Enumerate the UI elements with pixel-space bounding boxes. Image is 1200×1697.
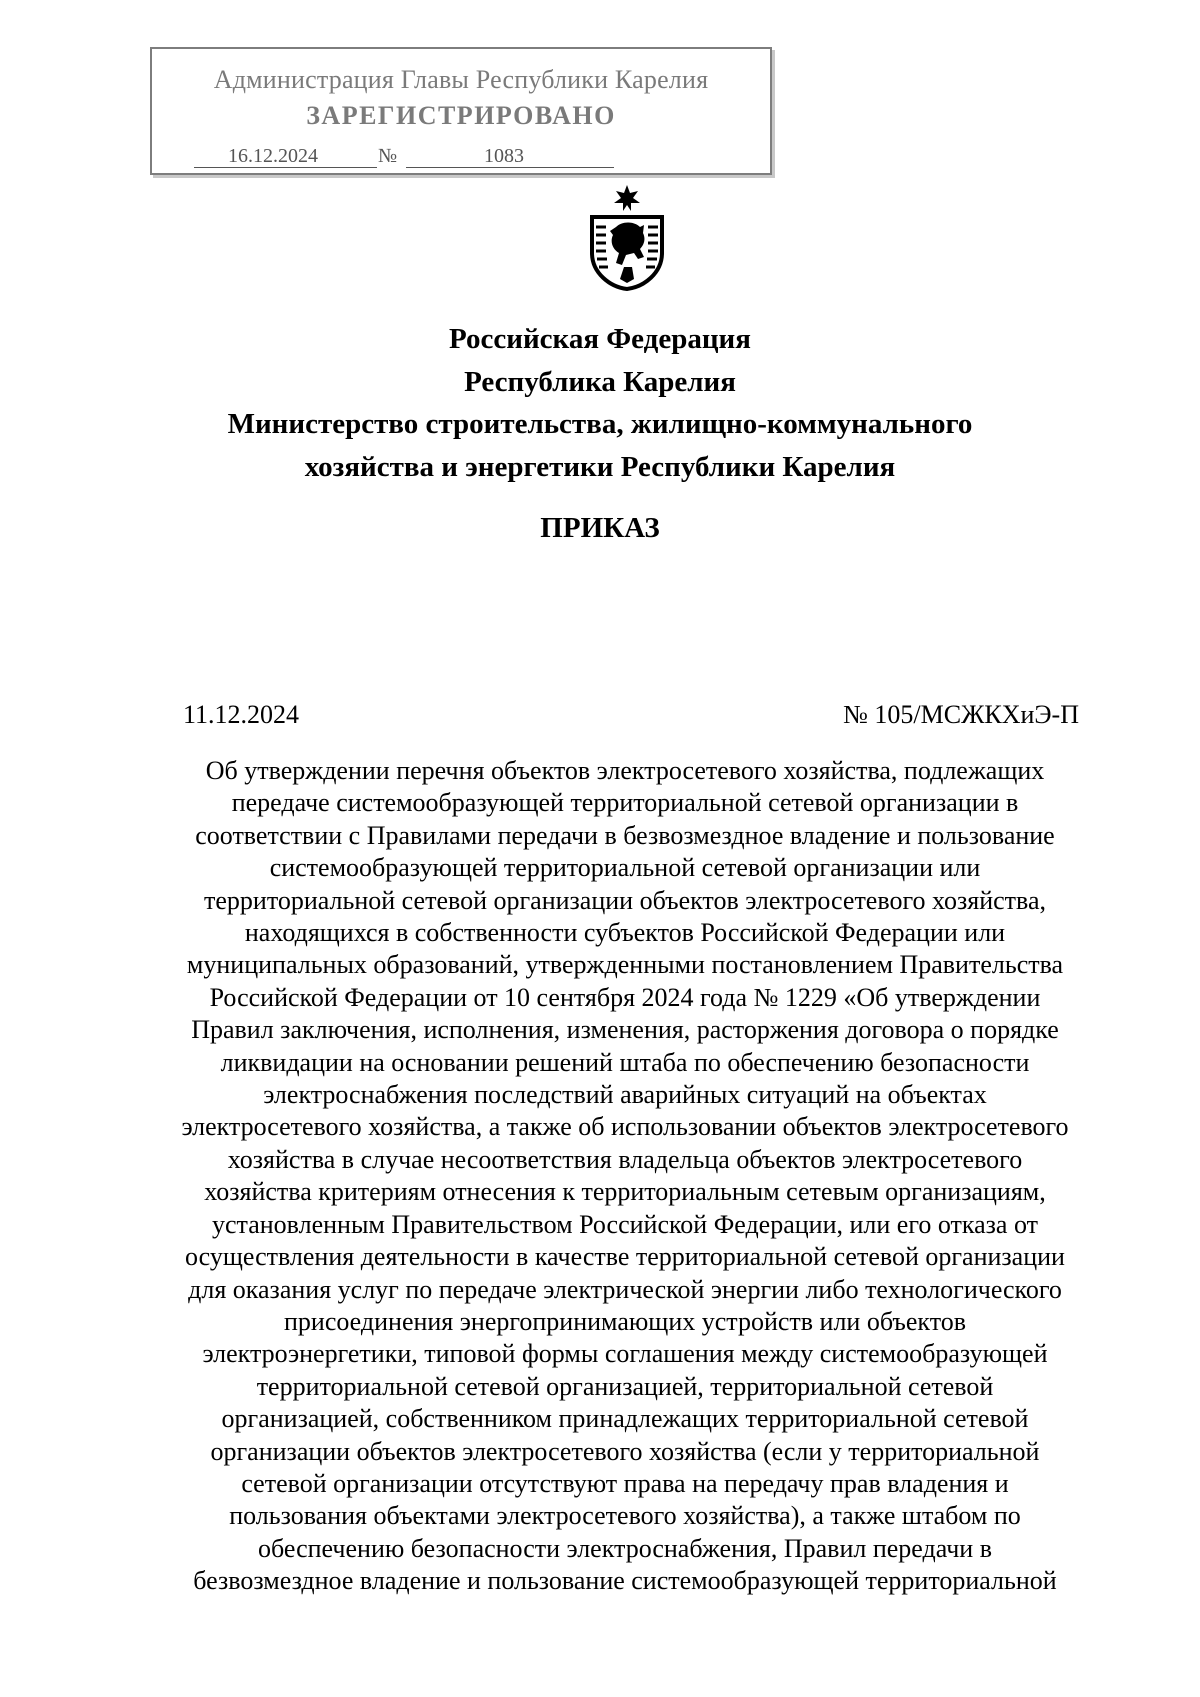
stamp-number-underline	[406, 167, 614, 168]
subject-line: находящихся в собственности субъектов Российской Федерации или	[244, 918, 1006, 948]
stamp-reg-date: 16.12.2024	[228, 145, 318, 167]
subject-line: муниципальных образований, утвержденными постановлением Правительства	[186, 950, 1064, 980]
order-number: № 105/МСЖКХиЭ-П	[843, 700, 1079, 729]
stamp-status: ЗАРЕГИСТРИРОВАНО	[306, 101, 616, 130]
subject-line: установленным Правительством Российской Федерации, или его отказа от	[212, 1209, 1038, 1239]
header-line-ministry-2: хозяйства и энергетики Республики Карелия	[304, 450, 896, 483]
subject-line: хозяйства критериям отнесения к территориальным сетевым организациям,	[204, 1177, 1046, 1207]
header-line-republic: Республика Карелия	[464, 365, 736, 398]
subject-line: пользования объектами электросетевого хозяйства), а также штабом по	[229, 1501, 1021, 1531]
subject-line: электроснабжения последствий аварийных ситуаций на объектах	[263, 1080, 987, 1110]
subject-line: передаче системообразующей территориальной сетевой организации в	[231, 788, 1019, 818]
stamp-registration-row	[194, 145, 614, 171]
stamp-authority: Администрация Главы Республики Карелия	[213, 65, 709, 94]
order-date: 11.12.2024	[183, 700, 300, 729]
subject-line: сетевой организации отсутствуют права на передачу прав владения и	[241, 1468, 1009, 1498]
subject-line: для оказания услуг по передаче электрической энергии либо технологического	[188, 1274, 1062, 1304]
header-line-ministry-1: Министерство строительства, жилищно-коммунального	[227, 408, 973, 440]
subject-line: Правил заключения, исполнения, изменения, расторжения договора о порядке	[191, 1015, 1059, 1045]
subject-line: электросетевого хозяйства, а также об использовании объектов электросетевого	[181, 1112, 1069, 1142]
subject-line: осуществления деятельности в качестве территориальной сетевой организации	[185, 1242, 1065, 1272]
stamp-reg-number: 1083	[484, 145, 524, 167]
karelia-coat-of-arms-icon	[586, 183, 668, 291]
subject-line: организацией, собственником принадлежащих территориальной сетевой	[221, 1404, 1029, 1434]
subject-line: территориальной сетевой организацией, территориальной сетевой	[256, 1371, 994, 1401]
subject-line: безвозмездное владение и пользование системообразующей территориальной	[193, 1566, 1057, 1596]
subject-line: территориальной сетевой организации объектов электросетевого хозяйства,	[204, 885, 1046, 915]
subject-line: обеспечению безопасности электроснабжения, Правил передачи в	[258, 1533, 992, 1563]
issuer-header	[0, 318, 1200, 488]
stamp-date-underline	[194, 167, 377, 168]
subject-line: электроэнергетики, типовой формы соглашения между системообразующей	[202, 1339, 1048, 1369]
subject-line: организации объектов электросетевого хозяйства (если у территориальной	[210, 1436, 1040, 1466]
subject-line: Российской Федерации от 10 сентября 2024 года № 1229 «Об утверждении	[209, 982, 1041, 1012]
subject-line: хозяйства в случае несоответствия владельца объектов электросетевого	[227, 1144, 1023, 1174]
registration-stamp	[150, 47, 772, 175]
header-line-country: Российская Федерация	[449, 323, 751, 355]
subject-line: присоединения энергопринимающих устройств или объектов	[284, 1306, 966, 1336]
subject-line: ликвидации на основании решений штаба по обеспечению безопасности	[220, 1047, 1030, 1077]
order-subject	[130, 755, 1120, 1598]
subject-line: Об утверждении перечня объектов электросетевого хозяйства, подлежащих	[205, 756, 1045, 785]
subject-line: системообразующей территориальной сетевой организации или	[269, 853, 981, 883]
subject-line: соответствии с Правилами передачи в безвозмездное владение и пользование	[195, 820, 1055, 850]
document-title: ПРИКАЗ	[540, 512, 660, 544]
stamp-number-sign: №	[378, 145, 398, 167]
